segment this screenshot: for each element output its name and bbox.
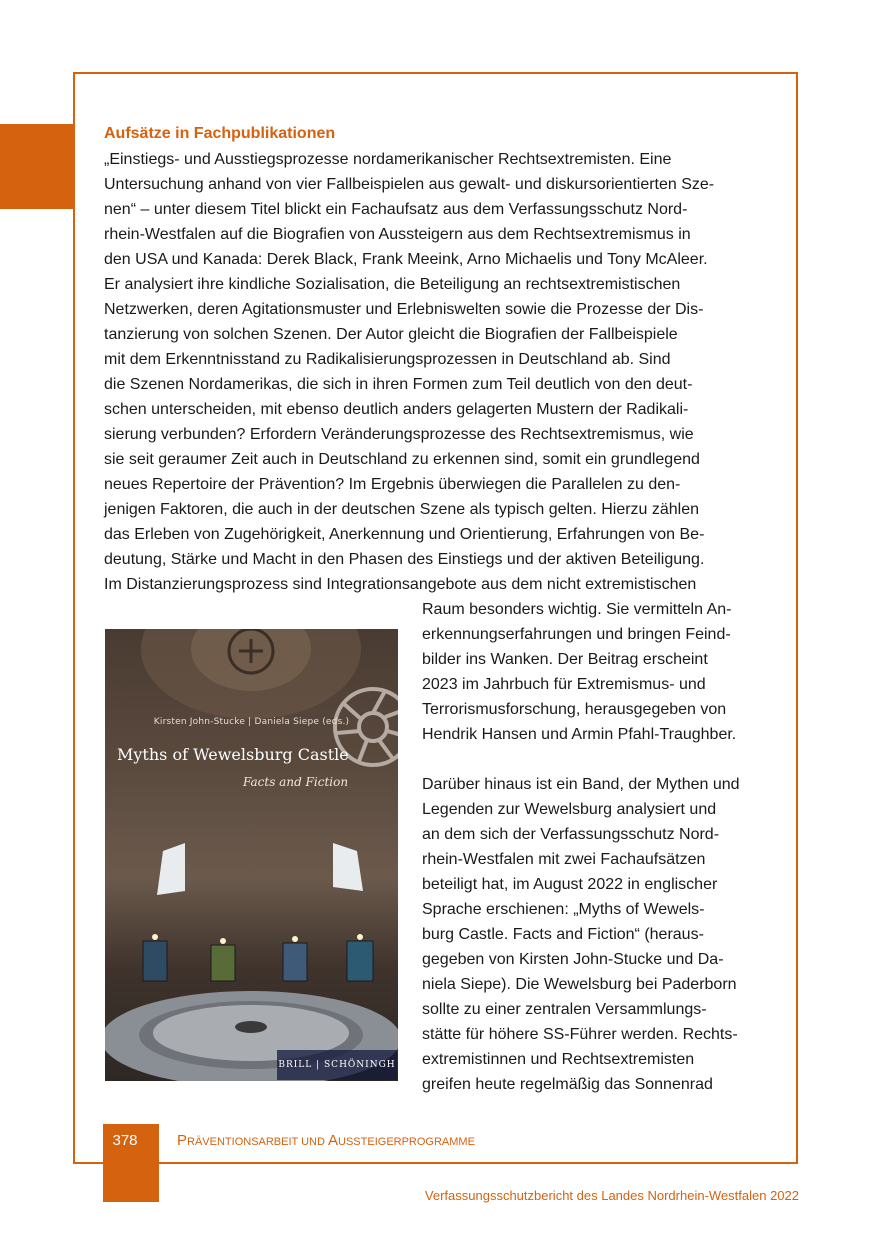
text-line: Untersuchung anhand von vier Fallbeispielen aus gewalt- und diskursorientierten Sze- (104, 176, 715, 193)
section-title-initial-1: P (177, 1132, 188, 1149)
paragraph-1-column (422, 597, 736, 747)
text-line: erkennungserfahrungen und bringen Feind- (422, 626, 731, 643)
text-line: den USA und Kanada: Derek Black, Frank Meeink, Arno Michaelis und Tony McAleer. (104, 251, 708, 268)
text-line: burg Castle. Facts and Fiction“ (heraus- (422, 926, 704, 943)
text-line: neues Repertoire der Prävention? Im Ergebnis überwiegen die Parallelen zu den- (104, 476, 681, 493)
text-line: bilder ins Wanken. Der Beitrag erscheint (422, 651, 708, 668)
text-line: extremistinnen und Rechtsextremisten (422, 1051, 695, 1068)
book-cover-image (105, 629, 398, 1081)
book-authors: Kirsten John-Stucke | Daniela Siepe (eds.) (153, 717, 350, 727)
text-line: deutung, Stärke und Macht in den Phasen des Einstiegs und der aktiven Beteiligung. (104, 551, 705, 568)
text-line: 2023 im Jahrbuch für Extremismus- und (422, 676, 706, 693)
text-line: gegeben von Kirsten John-Stucke und Da- (422, 951, 724, 968)
text-line: Terrorismusforschung, herausgegeben von (422, 701, 727, 718)
text-line: Er analysiert ihre kindliche Sozialisation, die Beteiligung an rechtsextremistischen (104, 276, 681, 293)
text-line: sierung verbunden? Erfordern Veränderungsprozesse des Rechtsextremismus, wie (104, 426, 694, 443)
side-tab-marker (0, 124, 75, 209)
text-line: das Erleben von Zugehörigkeit, Anerkennung und Orientierung, Erfahrungen von Be- (104, 526, 705, 543)
text-line: Darüber hinaus ist ein Band, der Mythen und (422, 776, 740, 793)
text-line: Im Distanzierungsprozess sind Integrationsangebote aus dem nicht extremistischen (104, 576, 697, 593)
text-line: rhein-Westfalen auf die Biografien von Aussteigern aus dem Rechtsextremismus in (104, 226, 691, 243)
report-footer: Verfassungsschutzbericht des Landes Nordrhein-Westfalen 2022 (424, 1188, 799, 1203)
book-title: Myths of Wewelsburg Castle (117, 745, 349, 764)
text-line: jenigen Faktoren, die auch in der deutschen Szene als typisch gelten. Hierzu zählen (104, 501, 700, 518)
paragraph-1-full-width (104, 147, 714, 597)
section-heading: Aufsätze in Fachpublikationen (104, 125, 336, 142)
book-publisher: BRILL | SCHÖNINGH (277, 1050, 397, 1080)
text-line: stätte für höhere SS-Führer werden. Rechts- (422, 1026, 738, 1043)
text-line: Netzwerken, deren Agitationsmuster und Erlebniswelten sowie die Prozesse der Dis- (104, 301, 704, 318)
text-line: beteiligt hat, im August 2022 in englischer (422, 876, 718, 893)
text-line: Raum besonders wichtig. Sie vermitteln An- (422, 601, 732, 618)
text-line: Legenden zur Wewelsburg analysiert und (422, 801, 717, 818)
text-line: rhein-Westfalen mit zwei Fachaufsätzen (422, 851, 706, 868)
paragraph-2 (422, 772, 740, 1097)
section-title-rest-2: USSTEIGERPROGRAMME (338, 1136, 475, 1148)
text-line: sie seit geraumer Zeit auch in Deutschland zu erkennen sind, somit ein grundlegend (104, 451, 700, 468)
text-line: Hendrik Hansen und Armin Pfahl-Traughber. (422, 726, 737, 743)
page-number: 378 (112, 1132, 138, 1149)
text-line: mit dem Erkenntnisstand zu Radikalisierungsprozessen in Deutschland ab. Sind (104, 351, 671, 368)
text-line: sollte zu einer zentralen Versammlungs- (422, 1001, 707, 1018)
text-line: schen unterscheiden, mit ebenso deutlich anders gelagerten Mustern der Radikali- (104, 401, 689, 418)
section-title-rest-1: RÄVENTIONSARBEIT UND (187, 1136, 329, 1148)
text-line: greifen heute regelmäßig das Sonnenrad (422, 1076, 713, 1093)
book-subtitle: Facts and Fiction (243, 775, 349, 789)
text-line: niela Siepe). Die Wewelsburg bei Paderborn (422, 976, 737, 993)
text-line: an dem sich der Verfassungsschutz Nord- (422, 826, 720, 843)
section-title-initial-2: A (328, 1132, 339, 1149)
text-line: tanzierung von solchen Szenen. Der Autor gleicht die Biografien der Fallbeispiele (104, 326, 678, 343)
page-number-box (103, 1124, 159, 1202)
running-section-title (177, 1132, 475, 1149)
text-line: Sprache erschienen: „Myths of Wewels- (422, 901, 705, 918)
text-line: nen“ – unter diesem Titel blickt ein Fachaufsatz aus dem Verfassungsschutz Nord- (104, 201, 688, 218)
text-line: „Einstiegs- und Ausstiegsprozesse nordamerikanischer Rechtsextremisten. Eine (104, 151, 672, 168)
text-line: die Szenen Nordamerikas, die sich in ihren Formen zum Teil deutlich von den deut- (104, 376, 693, 393)
cover-artwork (105, 629, 398, 1081)
